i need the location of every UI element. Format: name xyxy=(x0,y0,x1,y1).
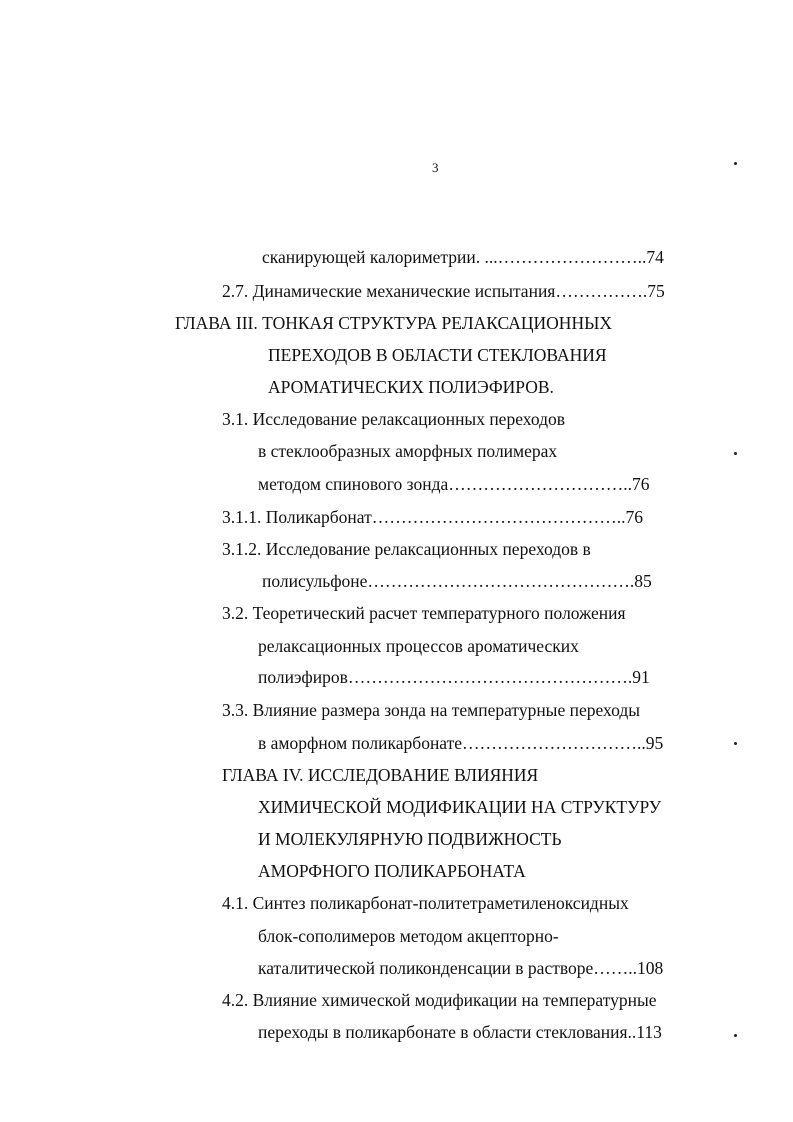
chapter-heading: ГЛАВА III. ТОНКАЯ СТРУКТУРА РЕЛАКСАЦИОННЫХ xyxy=(175,313,612,333)
toc-line: 2.7. Динамические механические испытания…………….75 xyxy=(222,281,665,301)
toc-line: каталитической поликонденсации в растворе……..108 xyxy=(258,958,664,978)
toc-line: полисульфоне……………………………………….85 xyxy=(262,571,652,591)
toc-line: сканирующей калориметрии. ...……………………..74 xyxy=(262,247,664,267)
chapter-heading: ПЕРЕХОДОВ В ОБЛАСТИ СТЕКЛОВАНИЯ xyxy=(268,345,607,365)
chapter-heading: ГЛАВА IV. ИССЛЕДОВАНИЕ ВЛИЯНИЯ xyxy=(222,765,539,785)
toc-line: в стеклообразных аморфных полимерах xyxy=(258,441,558,461)
scan-speck xyxy=(734,1034,737,1037)
toc-line: 4.2. Влияние химической модификации на температурные xyxy=(222,990,657,1010)
toc-line: переходы в поликарбонате в области стеклования..113 xyxy=(258,1022,662,1042)
chapter-heading: АРОМАТИЧЕСКИХ ПОЛИЭФИРОВ. xyxy=(268,377,554,397)
chapter-heading: И МОЛЕКУЛЯРНУЮ ПОДВИЖНОСТЬ xyxy=(258,829,562,849)
scan-speck xyxy=(734,742,737,745)
toc-line: в аморфном поликарбонате…………………………..95 xyxy=(258,733,664,753)
chapter-heading: АМОРФНОГО ПОЛИКАРБОНАТА xyxy=(258,861,526,881)
toc-line: 3.1. Исследование релаксационных переходов xyxy=(222,409,565,429)
toc-line: 4.1. Синтез поликарбонат-политетраметиленоксидных xyxy=(222,893,629,913)
toc-line: 3.1.1. Поликарбонат……………………………………..76 xyxy=(222,507,643,527)
toc-line: полиэфиров………………………………………….91 xyxy=(258,667,650,687)
toc-line: 3.1.2. Исследование релаксационных переходов в xyxy=(222,539,591,559)
toc-line: блок-сополимеров методом акцепторно- xyxy=(258,926,559,946)
page-number: 3 xyxy=(432,160,439,175)
chapter-heading: ХИМИЧЕСКОЙ МОДИФИКАЦИИ НА СТРУКТУРУ xyxy=(258,797,662,817)
scan-speck xyxy=(734,452,737,455)
toc-line: релаксационных процессов ароматических xyxy=(258,636,579,656)
toc-line: методом спинового зонда…………………………..76 xyxy=(258,474,650,494)
toc-line: 3.3. Влияние размера зонда на температурные переходы xyxy=(222,700,640,720)
scan-speck xyxy=(734,162,737,165)
toc-line: 3.2. Теоретический расчет температурного положения xyxy=(222,603,626,623)
